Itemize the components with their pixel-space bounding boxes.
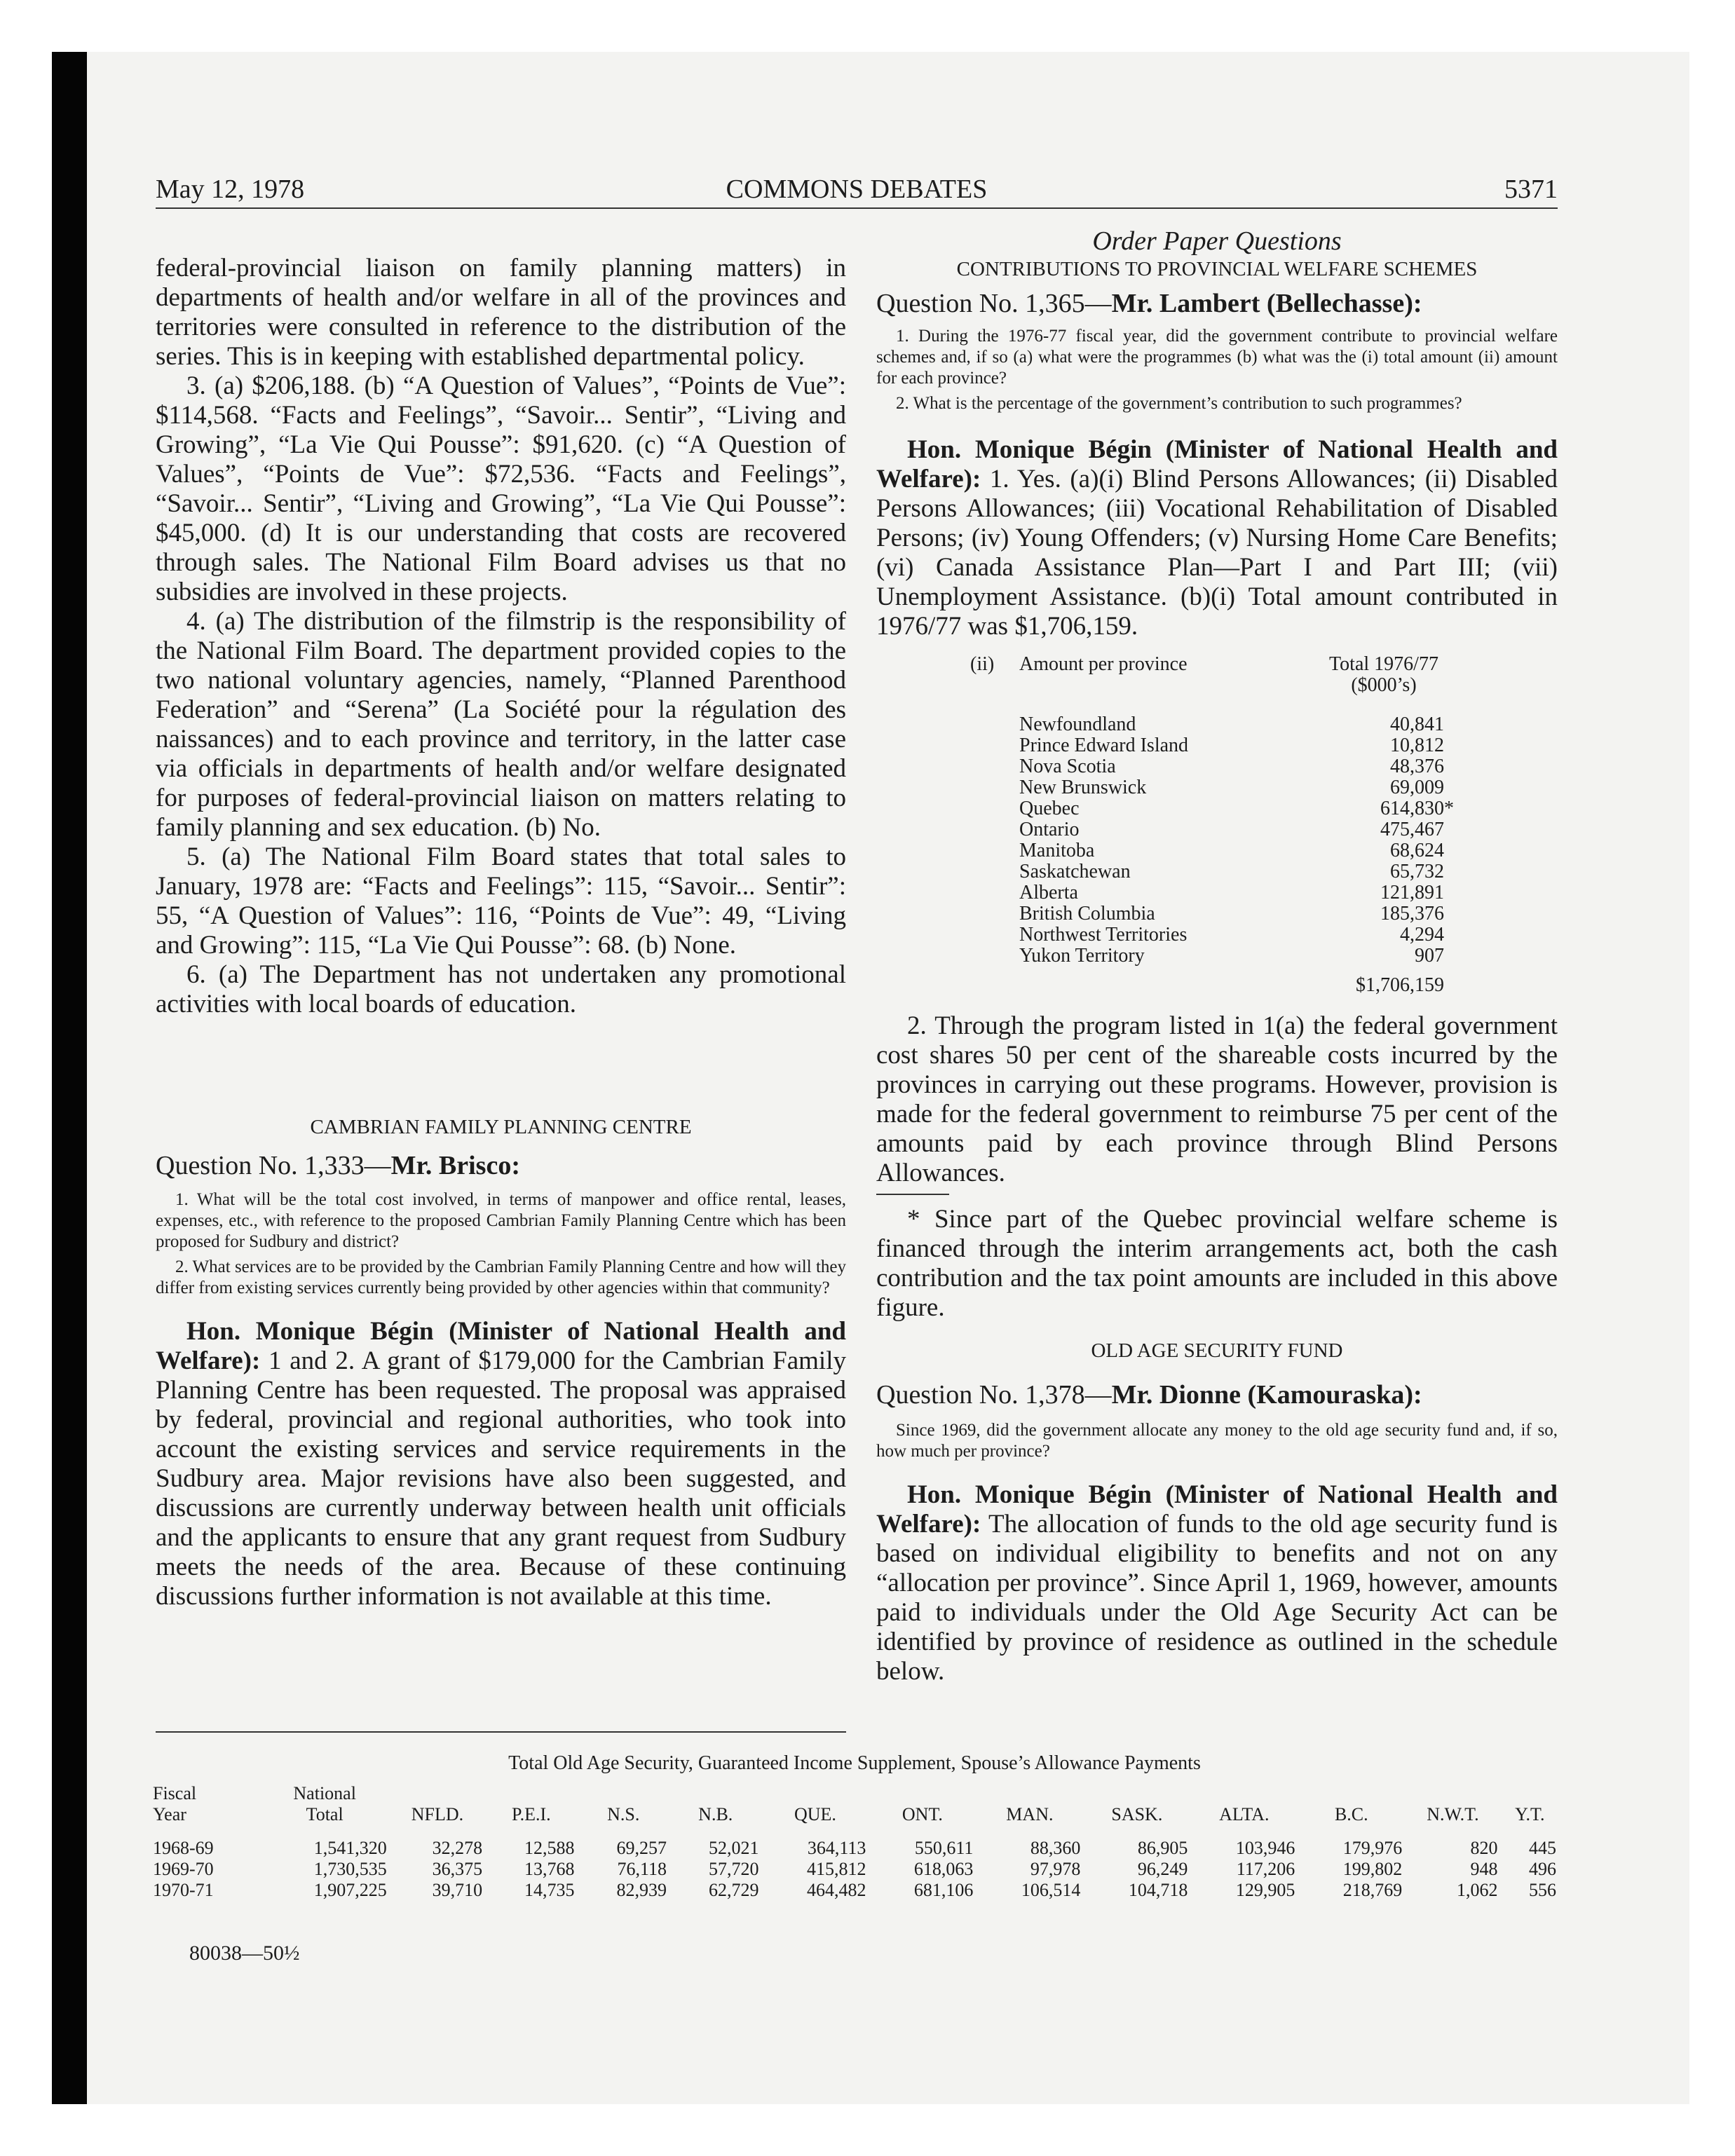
province-value: 907 <box>1415 945 1444 967</box>
oas-header-line1 <box>393 1783 482 1804</box>
oas-cell: 1,541,320 <box>313 1838 387 1858</box>
footer-code: 80038—50½ <box>189 1942 300 1965</box>
province-value: 69,009 <box>1390 777 1444 798</box>
province-value: 614,830* <box>1380 798 1454 819</box>
province-name: Alberta <box>1019 882 1078 903</box>
province-row <box>970 925 1461 946</box>
oas-cell: 52,021 <box>708 1838 759 1858</box>
table-header-row <box>970 654 1461 696</box>
question-text-2: 2. What is the percentage of the government’s contribution to such programmes? <box>896 394 1462 413</box>
oas-header-line2: N.B. <box>698 1804 733 1824</box>
oas-header-line1 <box>871 1783 973 1804</box>
oas-cell: 1,730,535 <box>313 1859 387 1879</box>
oas-header-line1 <box>672 1783 758 1804</box>
question-prefix: Question No. 1,378— <box>876 1380 1112 1410</box>
question-1333 <box>156 1150 846 1181</box>
province-name: Yukon Territory <box>1019 945 1145 967</box>
oas-header-line2: MAN. <box>1006 1804 1054 1824</box>
table-col2-header-line2: ($000’s) <box>1351 674 1417 696</box>
oas-column-header <box>1298 1783 1405 1838</box>
oas-cell: 96,249 <box>1137 1859 1188 1879</box>
province-value: 10,812 <box>1390 735 1444 756</box>
oas-column-header <box>669 1783 761 1838</box>
oas-header-line1 <box>1408 1783 1497 1804</box>
province-row <box>970 714 1461 735</box>
table-total: $1,706,159 <box>1356 974 1444 996</box>
oas-column-header <box>390 1783 485 1838</box>
province-amount-table <box>970 654 1461 996</box>
right-column <box>876 223 1558 1686</box>
oas-cell: 948 <box>1470 1859 1498 1879</box>
oas-header-line1 <box>1193 1783 1295 1804</box>
table-col1-header: Amount per province <box>1019 653 1188 675</box>
province-row <box>970 882 1461 903</box>
oas-cell: 218,769 <box>1342 1880 1403 1900</box>
oas-column-header <box>1190 1783 1298 1838</box>
oas-header-line2: N.W.T. <box>1427 1804 1479 1824</box>
oas-fiscal-year: 1968-69 <box>153 1838 214 1858</box>
oas-body <box>150 1838 1559 1901</box>
province-value: 65,732 <box>1390 861 1444 882</box>
question-text-oas: Since 1969, did the government allocate any money to the old age security fund and, if so, how much per province? <box>876 1421 1558 1461</box>
oas-header-line1 <box>764 1783 866 1804</box>
oas-column-header <box>260 1783 390 1838</box>
oas-cell: 820 <box>1470 1838 1498 1858</box>
oas-header-line1 <box>1086 1783 1188 1804</box>
oas-cell: 1,062 <box>1457 1880 1498 1900</box>
oas-header-line1 <box>979 1783 1080 1804</box>
oas-cell: 97,978 <box>1030 1859 1081 1879</box>
running-head: Order Paper Questions <box>1092 226 1342 256</box>
oas-cell: 88,360 <box>1030 1838 1081 1858</box>
left-column <box>156 223 846 1611</box>
oas-column-header <box>976 1783 1083 1838</box>
province-rows <box>970 714 1461 967</box>
oas-header-line2: ALTA. <box>1219 1804 1270 1824</box>
oas-cell: 104,718 <box>1128 1880 1188 1900</box>
paragraph-4: 4. (a) The distribution of the filmstrip is the responsibility of the National Film Board. The department provided copies to the two national voluntary agencies, namely, “Planned Parenthood Federation” and “Serena” (La Société pour la régulation des naissances) and to each province and territory, in the latter case via officials in departments of health and/or welfare designated for purposes of federal-provincial liaison on matters relating to family planning and sex education. (b) No. <box>156 607 846 842</box>
province-value: 121,891 <box>1380 882 1444 903</box>
answer-1378 <box>876 1480 1558 1686</box>
paragraph-5: 5. (a) The National Film Board states that total sales to January, 1978 are: “Facts and Feelings”: 115, “Savoir... Sentir”: 55, “A Question of Values”: 116, “Points de Vue”: 49, “Living and Growing”: 115, “La Vie Qui Pousse”: 68. (b) None. <box>156 842 846 960</box>
paragraph-continued: federal-provincial liaison on family planning matters) in departments of health and/or welfare in all of the provinces and territories were consulted in reference to the distribution of the series. This is in keeping with established departmental policy. <box>156 254 846 371</box>
oas-cell: 1,907,225 <box>313 1880 387 1900</box>
oas-cell: 199,802 <box>1342 1859 1403 1879</box>
oas-fiscal-year: 1970-71 <box>153 1880 214 1900</box>
oas-cell: 13,768 <box>524 1859 575 1879</box>
oas-payments-table-block <box>150 1752 1559 1901</box>
province-row <box>970 756 1461 777</box>
oas-cell: 179,976 <box>1342 1838 1403 1858</box>
oas-header-line1 <box>488 1783 574 1804</box>
province-value: 40,841 <box>1390 714 1444 735</box>
oas-column-header <box>150 1783 260 1838</box>
oas-fiscal-year: 1969-70 <box>153 1859 214 1879</box>
province-name: Newfoundland <box>1019 714 1136 735</box>
question-1378 <box>876 1379 1558 1410</box>
oas-column-header <box>578 1783 669 1838</box>
oas-cell: 36,375 <box>432 1859 483 1879</box>
header-title: COMMONS DEBATES <box>726 175 988 204</box>
oas-cell: 86,905 <box>1137 1838 1188 1858</box>
oas-cell: 57,720 <box>708 1859 759 1879</box>
province-row <box>970 819 1461 840</box>
oas-header-line2: P.E.I. <box>511 1804 551 1824</box>
oas-cell: 12,588 <box>524 1838 575 1858</box>
oas-cell: 550,611 <box>914 1838 974 1858</box>
province-value: 475,467 <box>1380 819 1444 840</box>
oas-column-header <box>1501 1783 1559 1838</box>
province-row <box>970 735 1461 756</box>
question-member: Mr. Dionne (Kamouraska): <box>1111 1380 1422 1410</box>
oas-cell: 32,278 <box>432 1838 483 1858</box>
question-text-1: 1. During the 1976-77 fiscal year, did the government contribute to provincial welfare schemes and, if so (a) what were the programmes (b) what was the (i) total amount (ii) amount for each province? <box>876 327 1558 388</box>
question-1365 <box>876 288 1558 319</box>
section-title-cambrian: CAMBRIAN FAMILY PLANNING CENTRE <box>310 1116 692 1138</box>
paragraph-2-cost-share: 2. Through the program listed in 1(a) the federal government cost shares 50 per cent of the shareable costs incurred by the provinces in carrying out these programs. However, provision is made for the federal government to reimburse 75 per cent of the amounts paid by each province through Blind Persons Allowances. <box>876 1011 1558 1187</box>
oas-header-line2: SASK. <box>1111 1804 1163 1824</box>
province-name: Nova Scotia <box>1019 756 1116 777</box>
province-value: 4,294 <box>1400 924 1444 946</box>
province-name: Saskatchewan <box>1019 861 1131 882</box>
oas-column-header <box>1405 1783 1500 1838</box>
table-label: (ii) <box>970 653 995 675</box>
oas-table-row <box>150 1838 1559 1859</box>
oas-header-row <box>150 1783 1559 1838</box>
question-text-2: 2. What services are to be provided by the Cambrian Family Planning Centre and how will they differ from existing services currently being provided by other agencies within that community? <box>156 1257 846 1297</box>
oas-header-line2: B.C. <box>1334 1804 1368 1824</box>
oas-column-header <box>485 1783 577 1838</box>
province-value: 68,624 <box>1390 840 1444 861</box>
oas-header-line2: QUE. <box>794 1804 836 1824</box>
province-row <box>970 946 1461 967</box>
answer-text: 1. Yes. (a)(i) Blind Persons Allowances; (ii) Disabled Persons Allowances; (iii) Vocational Rehabilitation of Disabled Persons; (iv) Young Offenders; (v) Nursing Home Care Benefits; (vi) Canada Assistance Plan—Part I and Part III; (vii) Unemployment Assistance. (b)(i) Total amount contributed in 1976/77 was $1,706,159. <box>876 465 1558 641</box>
answer-1365 <box>876 435 1558 641</box>
paragraph-6: 6. (a) The Department has not undertaken any promotional activities with local boards of education. <box>156 960 846 1018</box>
question-prefix: Question No. 1,333— <box>156 1151 391 1180</box>
oas-header-line1: Fiscal <box>153 1783 197 1803</box>
oas-cell: 76,118 <box>617 1859 667 1879</box>
header-page-number: 5371 <box>1504 175 1558 204</box>
scan-binding-edge <box>52 52 87 2104</box>
oas-table-row <box>150 1859 1559 1880</box>
oas-cell: 445 <box>1529 1838 1556 1858</box>
header-date: May 12, 1978 <box>156 175 305 204</box>
province-name: Prince Edward Island <box>1019 735 1189 756</box>
province-name: Quebec <box>1019 798 1080 819</box>
question-prefix: Question No. 1,365— <box>876 289 1112 318</box>
oas-cell: 69,257 <box>616 1838 667 1858</box>
province-name: British Columbia <box>1019 903 1155 925</box>
footnote-quebec: * Since part of the Quebec provincial welfare scheme is financed through the interim arrangements act, both the cash contribution and the tax point amounts are included in this above figure. <box>876 1205 1558 1322</box>
oas-cell: 556 <box>1529 1880 1556 1900</box>
question-text-1: 1. What will be the total cost involved, in terms of manpower and office rental, leases, expenses, etc., with reference to the proposed Cambrian Family Planning Centre which has been proposed for Sudbury and district? <box>156 1190 846 1251</box>
section-title-contributions: CONTRIBUTIONS TO PROVINCIAL WELFARE SCHEMES <box>956 258 1478 280</box>
oas-column-header <box>1083 1783 1190 1838</box>
oas-header-line2: Total <box>306 1804 343 1824</box>
province-value: 185,376 <box>1380 903 1444 925</box>
oas-cell: 415,812 <box>806 1859 866 1879</box>
province-name: New Brunswick <box>1019 777 1147 798</box>
province-row <box>970 798 1461 819</box>
province-row <box>970 840 1461 861</box>
oas-header-line1 <box>1300 1783 1402 1804</box>
oas-header-line2: NFLD. <box>411 1804 464 1824</box>
answer-speaker: Hon. Monique Bégin (Minister of National Health and Welfare): <box>876 435 1558 493</box>
table-col2-header <box>1307 654 1461 696</box>
oas-cell: 14,735 <box>524 1880 575 1900</box>
oas-payments-table <box>150 1783 1559 1901</box>
oas-header-line2: ONT. <box>901 1804 943 1824</box>
oas-table-caption: Total Old Age Security, Guaranteed Income Supplement, Spouse’s Allowance Payments <box>508 1752 1201 1774</box>
province-name: Northwest Territories <box>1019 924 1188 946</box>
column-end-rule <box>156 1731 846 1733</box>
question-member: Mr. Brisco: <box>390 1151 520 1180</box>
oas-header-line1: National <box>293 1783 356 1803</box>
footnote-rule <box>876 1194 949 1195</box>
question-member: Mr. Lambert (Bellechasse): <box>1111 289 1422 318</box>
oas-cell: 117,206 <box>1236 1859 1295 1879</box>
oas-cell: 464,482 <box>806 1880 866 1900</box>
oas-cell: 618,063 <box>913 1859 974 1879</box>
answer-1333 <box>156 1317 846 1611</box>
province-value: 48,376 <box>1390 756 1444 777</box>
oas-cell: 62,729 <box>708 1880 759 1900</box>
page-header <box>156 174 1558 209</box>
section-title-oas: OLD AGE SECURITY FUND <box>1091 1339 1343 1362</box>
oas-column-header <box>761 1783 869 1838</box>
oas-table-row <box>150 1880 1559 1901</box>
oas-cell: 106,514 <box>1021 1880 1081 1900</box>
oas-header-line2: Year <box>153 1804 186 1824</box>
oas-header-line2: Y.T. <box>1515 1804 1545 1824</box>
answer-speaker: Hon. Monique Bégin (Minister of National Health and Welfare): <box>876 1480 1558 1538</box>
table-total-row <box>970 967 1461 996</box>
oas-cell: 364,113 <box>807 1838 866 1858</box>
province-row <box>970 777 1461 798</box>
paragraph-3: 3. (a) $206,188. (b) “A Question of Values”, “Points de Vue”: $114,568. “Facts and Feelings”, “Savoir... Sentir”, “Living and Growing”, “La Vie Qui Pousse”: $91,620. (c) “A Question of Values”, “Points de Vue”: $72,536. “Facts and Feelings”, “Savoir... Sentir”, “Living and Growing”, “La Vie Qui Pousse”: $45,000. (d) It is our understanding that costs are recovered through sales. The National Film Board advises us that no subsidies are involved in these projects. <box>156 371 846 606</box>
oas-column-header <box>869 1783 976 1838</box>
province-row <box>970 861 1461 882</box>
oas-cell: 103,946 <box>1235 1838 1295 1858</box>
province-name: Ontario <box>1019 819 1080 840</box>
oas-header-line1 <box>1504 1783 1556 1804</box>
oas-cell: 129,905 <box>1235 1880 1295 1900</box>
oas-cell: 39,710 <box>432 1880 483 1900</box>
table-col2-header-line1: Total 1976/77 <box>1329 653 1438 675</box>
answer-speaker: Hon. Monique Bégin (Minister of National Health and Welfare): <box>156 1317 846 1375</box>
province-row <box>970 903 1461 925</box>
oas-header-line1 <box>580 1783 667 1804</box>
oas-cell: 681,106 <box>913 1880 974 1900</box>
answer-text: 1 and 2. A grant of $179,000 for the Cambrian Family Planning Centre has been requested. The proposal was appraised by federal, provincial and regional authorities, who took into account the existing services and service requirements in the Sudbury area. Major revisions have also been suggested, and discussions are currently underway between health unit officials and the applicants to ensure that any grant request from Sudbury meets the needs of the area. Because of these continuing discussions further information is not available at this time. <box>156 1346 846 1611</box>
oas-header-line2: N.S. <box>607 1804 640 1824</box>
answer-text: The allocation of funds to the old age security fund is based on individual eligibility to benefits and not on any “allocation per province”. Since April 1, 1969, however, amounts paid to individuals under the Old Age Security Act can be identified by province of residence as outlined in the schedule below. <box>876 1510 1558 1686</box>
province-name: Manitoba <box>1019 840 1095 861</box>
oas-cell: 82,939 <box>616 1880 667 1900</box>
oas-cell: 496 <box>1529 1859 1556 1879</box>
